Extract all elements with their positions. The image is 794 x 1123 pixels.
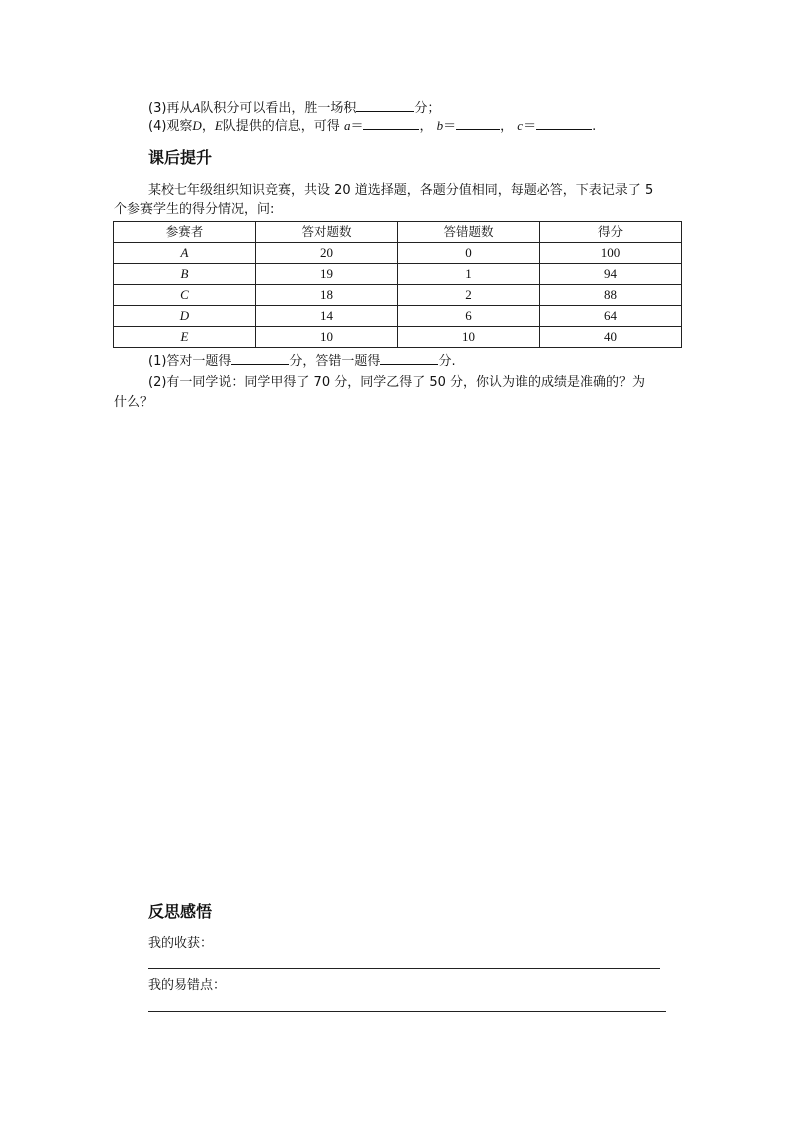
cell-correct: 19 — [256, 264, 398, 285]
team-d-var: D — [192, 118, 202, 133]
cell-score: 64 — [540, 306, 682, 327]
cell-wrong: 1 — [398, 264, 540, 285]
answer-blank-correct[interactable] — [231, 352, 289, 365]
cell-score: 88 — [540, 285, 682, 306]
cell-participant: A — [114, 243, 256, 264]
cell-score: 94 — [540, 264, 682, 285]
table-row — [114, 264, 682, 285]
cell-wrong: 10 — [398, 327, 540, 348]
team-a-var: A — [192, 100, 201, 115]
cell-participant: C — [114, 285, 256, 306]
answer-blank-a[interactable] — [363, 117, 419, 130]
var-a: a — [343, 118, 351, 133]
cell-wrong: 2 — [398, 285, 540, 306]
sub-question-2-line-2: 什么？ — [114, 395, 154, 410]
gain-answer-line[interactable] — [148, 968, 660, 969]
cell-correct: 20 — [256, 243, 398, 264]
cell-participant: E — [114, 327, 256, 348]
table-row — [114, 327, 682, 348]
sub-question-2-line-1: (2)有一同学说：同学甲得了 70 分，同学乙得了 50 分，你认为谁的成绩是准确的？为 — [148, 375, 646, 390]
cell-wrong: 6 — [398, 306, 540, 327]
cell-correct: 14 — [256, 306, 398, 327]
question-3: (3)再从A队积分可以看出，胜一场积 分； — [148, 100, 441, 116]
cell-score: 40 — [540, 327, 682, 348]
gain-label: 我的收获： — [148, 936, 214, 951]
table-row — [114, 243, 682, 264]
problem-line-1: 某校七年级组织知识竞赛，共设 20 道选择题，各题分值相同，每题必答，下表记录了 5 — [148, 183, 654, 198]
score-table — [113, 221, 682, 348]
answer-blank[interactable] — [356, 99, 414, 112]
cell-correct: 10 — [256, 327, 398, 348]
table-row — [114, 285, 682, 306]
answer-blank-b[interactable] — [456, 117, 500, 130]
var-b: b — [436, 118, 444, 133]
question-4: (4)观察D，E队提供的信息，可得 a＝ ， b＝ ， c＝ . — [148, 118, 597, 134]
sub-question-1: (1)答对一题得 分，答错一题得 分. — [148, 354, 456, 369]
header-score: 得分 — [540, 222, 682, 243]
team-e-var: E — [214, 118, 223, 133]
problem-line-2: 个参赛学生的得分情况，问: — [114, 202, 275, 217]
var-c: c — [517, 118, 524, 133]
header-participant: 参赛者 — [114, 222, 256, 243]
mistake-answer-line[interactable] — [148, 1011, 666, 1012]
answer-blank-wrong[interactable] — [380, 352, 438, 365]
table-row — [114, 306, 682, 327]
header-correct: 答对题数 — [256, 222, 398, 243]
header-wrong: 答错题数 — [398, 222, 540, 243]
table-header-row — [114, 222, 682, 243]
cell-score: 100 — [540, 243, 682, 264]
answer-blank-c[interactable] — [536, 117, 592, 130]
cell-correct: 18 — [256, 285, 398, 306]
cell-participant: B — [114, 264, 256, 285]
reflection-title: 反思感悟 — [148, 902, 213, 921]
mistake-label: 我的易错点： — [148, 978, 227, 993]
section-title: 课后提升 — [148, 148, 213, 167]
cell-participant: D — [114, 306, 256, 327]
cell-wrong: 0 — [398, 243, 540, 264]
